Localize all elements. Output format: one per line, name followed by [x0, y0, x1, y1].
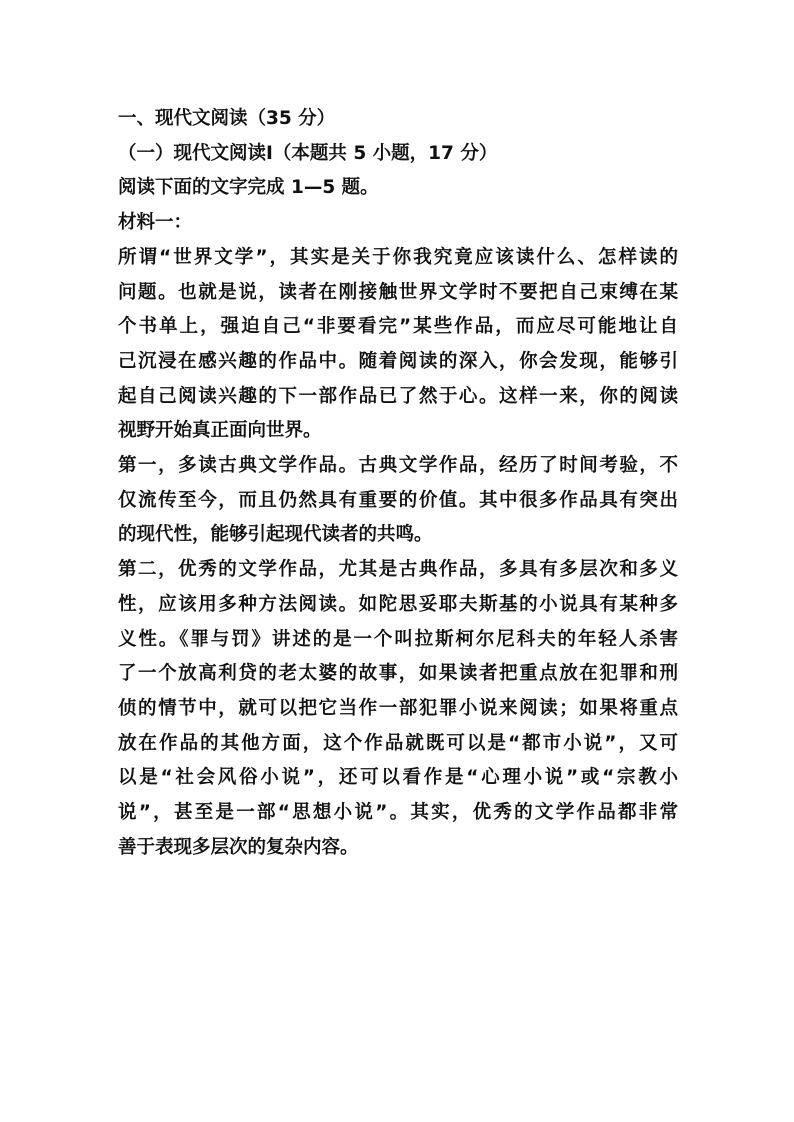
- paragraph-line: 个书单上，强迫自己“非要看完”某些作品，而应尽可能地让自: [118, 316, 678, 338]
- paragraph-line: 问题。也就是说，读者在刚接触世界文学时不要把自己束缚在某: [118, 281, 678, 303]
- paragraph-line: 性，应该用多种方法阅读。如陀思妥耶夫斯基的小说具有某种多: [118, 593, 678, 615]
- paragraph-world-literature: [118, 241, 678, 449]
- paragraph-line: 己沉浸在感兴趣的作品中。随着阅读的深入，你会发现，能够引: [118, 350, 678, 372]
- paragraph-point-one: [118, 449, 678, 553]
- paragraph-line: 的现代性，能够引起现代读者的共鸣。: [118, 524, 433, 546]
- paragraph-line: 侦的情节中，就可以把它当作一部犯罪小说来阅读；如果将重点: [118, 697, 678, 719]
- paragraph-line: 放在作品的其他方面，这个作品就既可以是“都市小说”，又可: [118, 732, 678, 754]
- paragraph-line: 义性。《罪与罚》讲述的是一个叫拉斯柯尔尼科夫的年轻人杀害: [118, 628, 678, 650]
- reading-instruction: 阅读下面的文字完成 1—5 题。: [118, 177, 379, 199]
- paragraph-line: 起自己阅读兴趣的下一部作品已了然于心。这样一来，你的阅读: [118, 385, 678, 407]
- material-label: 材料一：: [118, 212, 193, 234]
- paragraph-line: 了一个放高利贷的老太婆的故事，如果读者把重点放在犯罪和刑: [118, 663, 678, 685]
- paragraph-line: 以是“社会风俗小说”，还可以看作是“心理小说”或“宗教小: [118, 767, 678, 789]
- paragraph-point-two: [118, 553, 678, 865]
- paragraph-line: 仅流传至今，而且仍然具有重要的价值。其中很多作品具有突出: [118, 489, 678, 511]
- document-body: [118, 102, 678, 865]
- paragraph-line: 说”，甚至是一部“思想小说”。其实，优秀的文学作品都非常: [118, 802, 678, 824]
- paragraph-line: 第一，多读古典文学作品。古典文学作品，经历了时间考验，不: [118, 455, 678, 477]
- paragraph-line: 所谓“世界文学”，其实是关于你我究竟应该读什么、怎样读的: [118, 246, 678, 268]
- section-heading: 一、现代文阅读（35 分）: [118, 108, 336, 129]
- subsection-heading: （一）现代文阅读Ⅰ（本题共 5 小题，17 分）: [118, 142, 498, 164]
- paragraph-line: 第二，优秀的文学作品，尤其是古典作品，多具有多层次和多义: [118, 559, 678, 581]
- paragraph-line: 视野开始真正面向世界。: [118, 420, 322, 442]
- paragraph-line: 善于表现多层次的复杂内容。: [118, 836, 359, 858]
